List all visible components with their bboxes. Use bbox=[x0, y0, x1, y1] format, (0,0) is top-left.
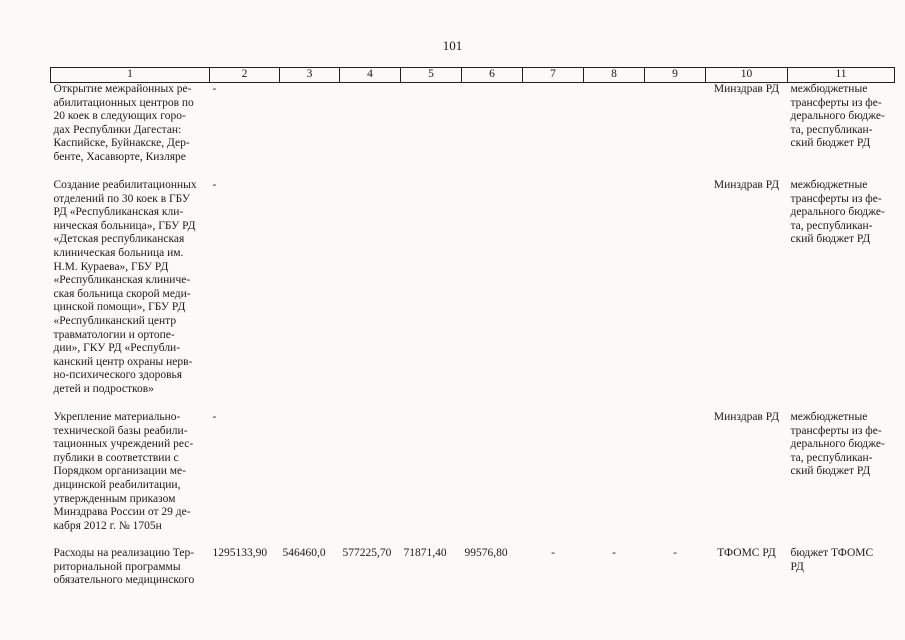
column-header: 7 bbox=[523, 68, 584, 83]
page-number: 101 bbox=[442, 38, 463, 53]
cell-col2: - bbox=[212, 83, 217, 95]
column-header: 1 bbox=[51, 68, 210, 83]
program-table bbox=[50, 67, 895, 607]
cell-col2: - bbox=[212, 411, 217, 423]
cell-col9: - bbox=[673, 547, 677, 559]
activity-description: Открытие межрайонных ре- абилитационных центров по 20 коек в следующих горо- дах Республики Дагестан: Каспийске, Буйнакске, Дер- бенте, Хасавюрте, Кизляре bbox=[53, 83, 194, 163]
activity-description: Создание реабилитационных отделений по 30 коек в ГБУ РД «Республиканская кли- ническая больница», ГБУ РД «Детская республиканская клиническая больница им. Н.М. Кураева», ГБУ РД «Республиканская клиниче- ская больница скорой меди- цинской помощи», ГБУ РД «Республиканский центр травматологии и ортопе- дии», ГКУ РД «Республи- канский центр охраны нерв- но-психического здоровья детей и подростков» bbox=[53, 179, 197, 395]
cell-col4: 577225,70 bbox=[342, 547, 392, 559]
executor-cell: Минздрав РД bbox=[713, 179, 780, 191]
cell-col8: - bbox=[612, 547, 616, 559]
executor-cell: Минздрав РД bbox=[713, 83, 780, 95]
activity-description: Расходы на реализацию Тер- риториальной программы обязательного медицинского bbox=[53, 547, 195, 587]
column-header: 4 bbox=[340, 68, 401, 83]
column-header: 8 bbox=[584, 68, 645, 83]
table-row bbox=[51, 83, 895, 180]
column-header: 5 bbox=[401, 68, 462, 83]
column-header: 2 bbox=[210, 68, 280, 83]
cell-col7: - bbox=[551, 547, 555, 559]
cell-col2: 1295133,90 bbox=[212, 547, 268, 559]
table-row bbox=[51, 411, 895, 547]
funding-source-cell: межбюджетные трансферты из фе- дерального бюдже- та, республикан- ский бюджет РД bbox=[790, 179, 885, 246]
column-header: 10 bbox=[706, 68, 788, 83]
funding-source-cell: межбюджетные трансферты из фе- дерального бюдже- та, республикан- ский бюджет РД bbox=[790, 411, 885, 478]
column-header: 3 bbox=[280, 68, 340, 83]
cell-col6: 99576,80 bbox=[464, 547, 508, 559]
executor-cell: Минздрав РД bbox=[713, 411, 780, 423]
cell-col3: 546460,0 bbox=[282, 547, 326, 559]
column-header: 6 bbox=[462, 68, 523, 83]
table-row bbox=[51, 547, 895, 607]
cell-col5: 71871,40 bbox=[403, 547, 447, 559]
activity-description: Укрепление материально- технической базы реабили- тационных учреждений рес- публики в соответствии с Порядком организации ме- дицинской реабилитации, утвержденным приказом Минздрава России от 29 де- кабря 2012 г. № 1705н bbox=[53, 411, 194, 532]
column-header: 9 bbox=[645, 68, 706, 83]
executor-cell: ТФОМС РД bbox=[717, 547, 776, 559]
table-row bbox=[51, 179, 895, 411]
funding-source-cell: бюджет ТФОМС РД bbox=[790, 547, 874, 573]
cell-col2: - bbox=[212, 179, 217, 191]
table-header-row bbox=[51, 68, 895, 83]
funding-source-cell: межбюджетные трансферты из фе- дерального бюдже- та, республикан- ский бюджет РД bbox=[790, 83, 885, 150]
column-header: 11 bbox=[788, 68, 895, 83]
